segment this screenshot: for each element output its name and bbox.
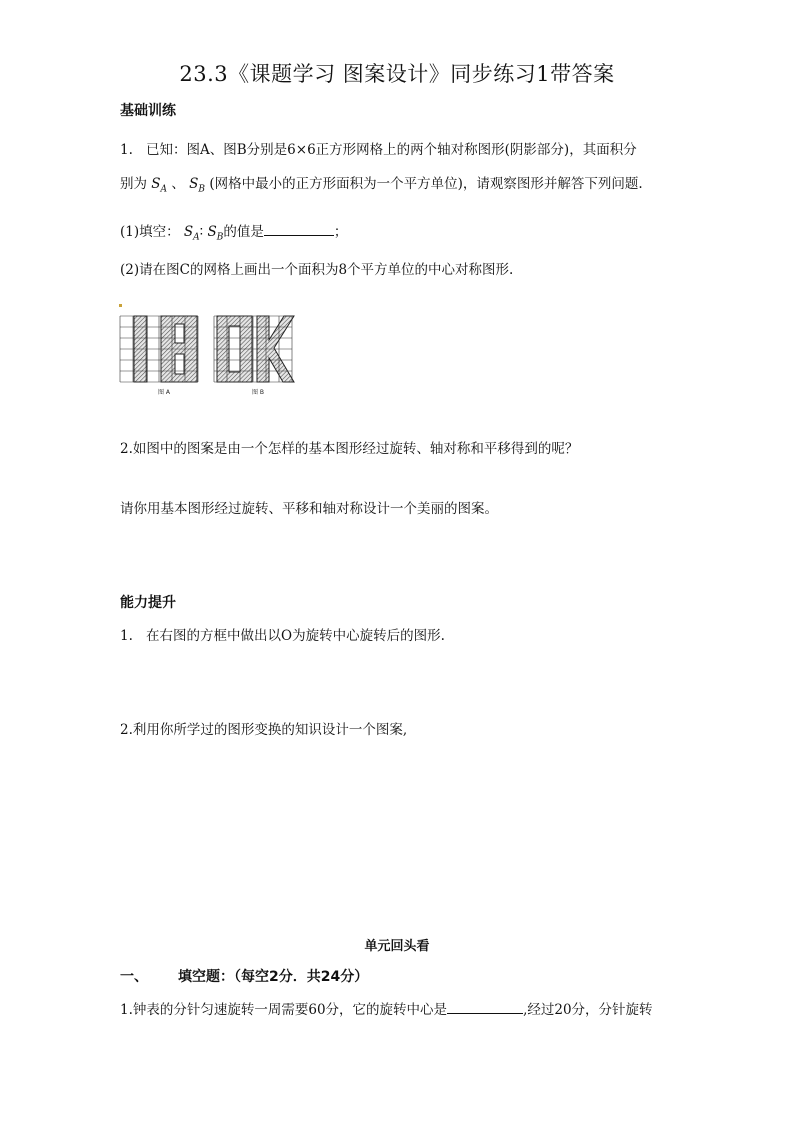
figure-b — [214, 316, 294, 382]
rotation-center-blank[interactable] — [447, 1001, 523, 1014]
figure-b-caption: 图 B — [251, 389, 265, 396]
q1-number: 1. — [120, 142, 133, 158]
review-q1 — [120, 998, 653, 1018]
q1-sub2: (2)请在图C的网格上画出一个面积为8个平方单位的中心对称图形. — [120, 262, 514, 278]
adv-q1-number: 1. — [120, 628, 133, 644]
figure-a — [120, 316, 198, 382]
review-heading: 单元回头看 — [364, 939, 430, 954]
adv-q2: 2.利用你所学过的图形变换的知识设计一个图案, — [120, 722, 408, 738]
figures-ab — [118, 312, 302, 398]
q1-sub1-pre: (1)填空： — [120, 224, 180, 240]
q2-line1: 2.如图中的图案是由一个怎样的基本图形经过旋转、轴对称和平移得到的呢？ — [120, 441, 579, 457]
q1-sub1-end: ； — [333, 224, 348, 240]
section-heading-advanced: 能力提升 — [120, 595, 176, 611]
q1-line2-pre: 别为 — [120, 176, 147, 192]
q2-line2: 请你用基本图形经过旋转、平移和轴对称设计一个美丽的图案。 — [120, 501, 498, 517]
stray-mark — [119, 304, 122, 307]
part-one-title: 填空题：（每空2分．共24分） — [178, 969, 369, 985]
q1-sub1-post: 的值是 — [223, 224, 264, 240]
sa-sb-separator: 、 — [171, 176, 185, 192]
sa-symbol: $S_A$ — [151, 176, 168, 195]
review-q1-post: ,经过20分，分针旋转 — [523, 1002, 653, 1018]
sub1-sb: $S_B$ — [207, 224, 224, 243]
q1-text-line1: 已知：图A、图B分别是6×6正方形网格上的两个轴对称图形(阴影部分)，其面积分 — [146, 142, 637, 158]
sub1-sa: $S_A$ — [183, 224, 200, 243]
sb-symbol: $S_B$ — [189, 176, 206, 195]
section-heading-basic: 基础训练 — [120, 103, 176, 119]
q1-line2 — [120, 172, 643, 195]
adv-q1-text: 在右图的方框中做出以O为旋转中心旋转后的图形. — [146, 628, 445, 644]
page-title: 23.3《课题学习 图案设计》同步练习1带答案 — [179, 62, 615, 86]
ratio-colon: ∶ — [199, 224, 204, 240]
figure-a-caption: 图 A — [157, 389, 171, 396]
q1-line2-post: (网格中最小的正方形面积为一个平方单位)，请观察图形并解答下列问题. — [209, 176, 643, 192]
answer-blank[interactable] — [264, 223, 334, 236]
part-one-number: 一、 — [120, 969, 148, 985]
q1-line1 — [120, 138, 637, 158]
adv-q1 — [120, 624, 445, 644]
part-one-heading — [120, 966, 368, 986]
q1-sub1 — [120, 220, 347, 243]
review-q1-pre: 1.钟表的分针匀速旋转一周需要60分，它的旋转中心是 — [120, 1002, 448, 1018]
